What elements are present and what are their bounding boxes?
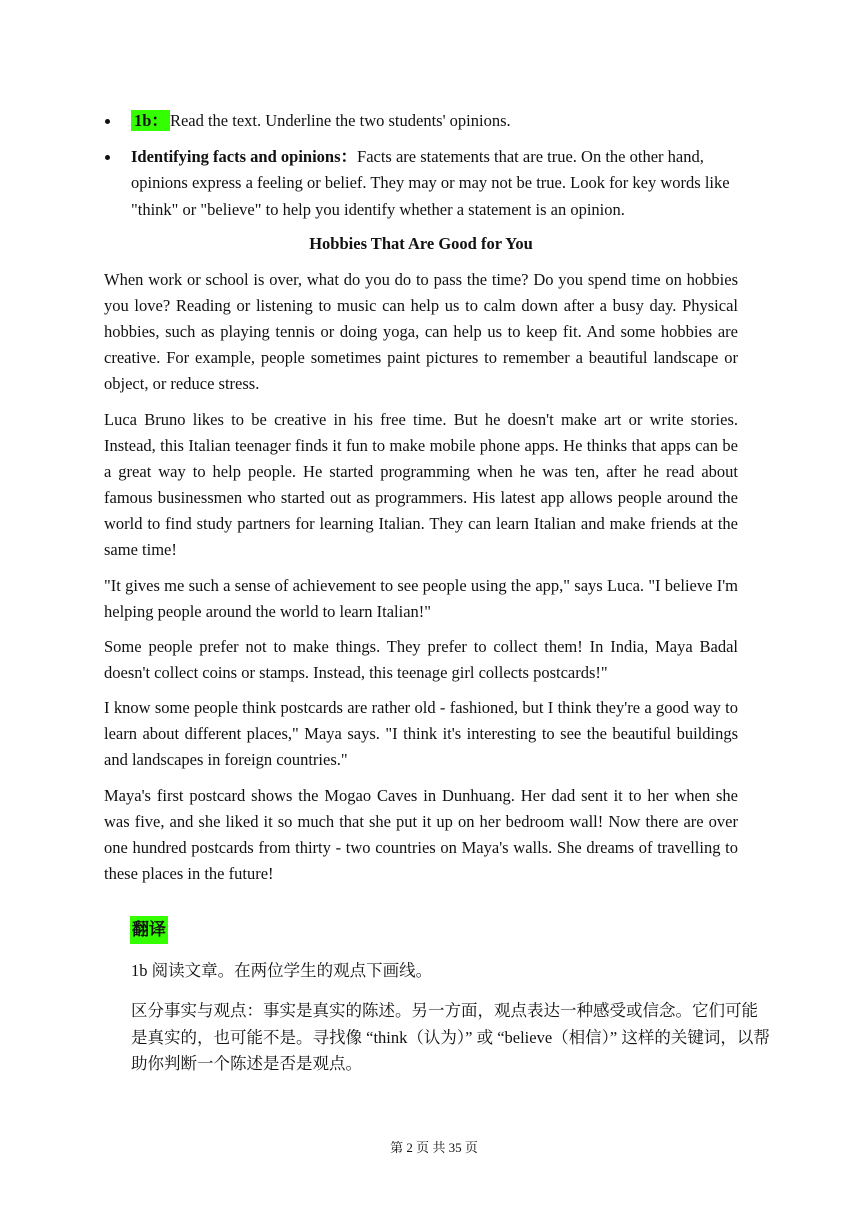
- translation-line: 1b 阅读文章。在两位学生的观点下画线。: [131, 961, 433, 980]
- skill-label: Identifying facts and opinions：: [131, 146, 358, 166]
- instruction-list: [104, 108, 754, 232]
- task-text: Read the text. Underline the two students' opinions.: [169, 111, 511, 130]
- article-paragraph: Some people prefer not to make things. They prefer to collect them! In India, Maya Badal doesn't collect coins or stamps. Instead, this teenage girl collects postcards!": [104, 637, 738, 683]
- article-paragraph: Maya's first postcard shows the Mogao Caves in Dunhuang. Her dad sent it to her when she was five, and she liked it so much that she put it up on her bedroom wall! Now there are over one hundred postcards from thirty - two countries on Maya's walls. She dreams of travelling to these places in the future!: [104, 786, 738, 884]
- instruction-item-skill: [104, 144, 754, 224]
- article-paragraph: When work or school is over, what do you do to pass the time? Do you spend time on hobbies you love? Reading or listening to music can help us to calm down after a busy day. Physical hobbies, such as playing tennis or doing yoga, can help us to keep fit. And some hobbies are creative. For example, people sometimes paint pictures to remember a beautiful landscape or object, or reduce stress.: [104, 270, 738, 394]
- translation-line: 区分事实与观点：事实是真实的陈述。另一方面，观点表达一种感受或信念。它们可能是真实的，也可能不是。寻找像 “think（认为）” 或 “believe（相信）” 这样的关键词，以帮助你判断一个陈述是否是观点。: [131, 1001, 770, 1073]
- page-footer: 第 2 页 共 35 页: [390, 1140, 478, 1155]
- translation-badge: 翻译: [130, 916, 168, 944]
- article-paragraph: I know some people think postcards are rather old - fashioned, but I think they're a good way to learn about different places," Maya says. "I think it's interesting to see the beautiful buildings and landscapes in foreign countries.": [104, 698, 738, 770]
- bullet-icon: [105, 155, 110, 160]
- task-tag-highlight: 1b：: [131, 110, 170, 131]
- article-paragraph: "It gives me such a sense of achievement to see people using the app," says Luca. "I believe I'm helping people around the world to learn Italian!": [104, 576, 738, 622]
- instruction-item-task: [104, 108, 754, 135]
- skill-text: Facts are statements that are true. On the other hand, opinions express a feeling or belief. They may or may not be true. Look for key words like "think" or "believe" to help you identify whether a statement is an opinion.: [131, 146, 730, 219]
- article-paragraph: Luca Bruno likes to be creative in his free time. But he doesn't make art or write stories. Instead, this Italian teenager finds it fun to make mobile phone apps. He thinks that apps can be a great way to help people. He started programming when he was ten, after he read about famous businessmen who started out as programmers. His latest app allows people around the world to find study partners for learning Italian. They can learn Italian and make friends at the same time!: [104, 410, 738, 560]
- article-title: Hobbies That Are Good for You: [309, 234, 533, 253]
- bullet-icon: [105, 119, 110, 124]
